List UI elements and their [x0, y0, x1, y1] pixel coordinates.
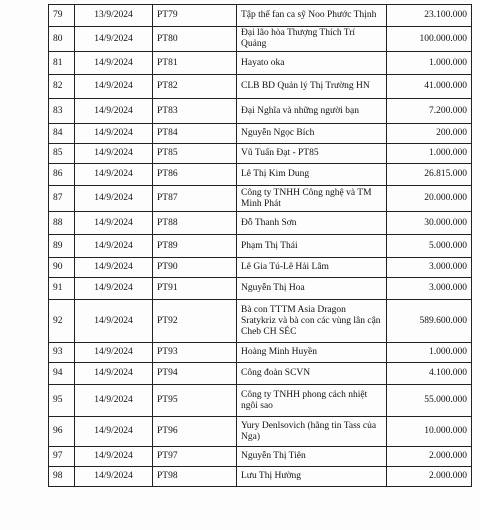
row-date: 14/9/2024 — [75, 27, 153, 52]
row-number: 94 — [49, 363, 75, 385]
row-amount: 1.000.000 — [387, 52, 472, 75]
table-row — [49, 385, 472, 417]
row-date: 14/9/2024 — [75, 52, 153, 75]
row-code: PT79 — [153, 5, 237, 27]
table-row — [49, 258, 472, 278]
row-code: PT95 — [153, 385, 237, 417]
row-name: Phạm Thị Thái — [237, 235, 387, 258]
row-code: PT84 — [153, 124, 237, 144]
table-row — [49, 164, 472, 186]
row-code: PT81 — [153, 52, 237, 75]
row-amount: 100.000.000 — [387, 27, 472, 52]
donation-table — [48, 4, 472, 487]
table-row — [49, 144, 472, 164]
row-name: Vũ Tuấn Đạt - PT85 — [237, 144, 387, 164]
row-amount: 20.000.000 — [387, 186, 472, 212]
row-number: 88 — [49, 212, 75, 235]
row-date: 14/9/2024 — [75, 144, 153, 164]
row-name: Nguyễn Thị Hoa — [237, 278, 387, 300]
table-row — [49, 278, 472, 300]
row-code: PT82 — [153, 75, 237, 99]
row-number: 84 — [49, 124, 75, 144]
row-name: Công đoàn SCVN — [237, 363, 387, 385]
table-row — [49, 124, 472, 144]
row-name: Lưu Thị Hường — [237, 467, 387, 487]
row-date: 14/9/2024 — [75, 124, 153, 144]
row-number: 90 — [49, 258, 75, 278]
row-name: Lê Thị Kim Dung — [237, 164, 387, 186]
row-code: PT96 — [153, 417, 237, 447]
row-name: Hayato oka — [237, 52, 387, 75]
row-number: 95 — [49, 385, 75, 417]
row-amount: 23.100.000 — [387, 5, 472, 27]
table-row — [49, 75, 472, 99]
row-number: 85 — [49, 144, 75, 164]
row-number: 91 — [49, 278, 75, 300]
table-row — [49, 52, 472, 75]
row-name: Nguyễn Thị Tiên — [237, 447, 387, 467]
row-date: 14/9/2024 — [75, 363, 153, 385]
table-row — [49, 186, 472, 212]
row-amount: 26.815.000 — [387, 164, 472, 186]
row-code: PT88 — [153, 212, 237, 235]
row-date: 14/9/2024 — [75, 258, 153, 278]
row-date: 14/9/2024 — [75, 186, 153, 212]
row-amount: 30.000.000 — [387, 212, 472, 235]
row-amount: 3.000.000 — [387, 258, 472, 278]
row-code: PT90 — [153, 258, 237, 278]
row-date: 14/9/2024 — [75, 235, 153, 258]
row-date: 14/9/2024 — [75, 467, 153, 487]
row-number: 80 — [49, 27, 75, 52]
row-name: Lê Gia Tú-Lê Hải Lâm — [237, 258, 387, 278]
row-code: PT87 — [153, 186, 237, 212]
row-name: Đỗ Thanh Sơn — [237, 212, 387, 235]
row-amount: 2.000.000 — [387, 467, 472, 487]
row-amount: 3.000.000 — [387, 278, 472, 300]
row-date: 14/9/2024 — [75, 417, 153, 447]
table-row — [49, 467, 472, 487]
row-number: 82 — [49, 75, 75, 99]
row-date: 14/9/2024 — [75, 99, 153, 124]
table-row — [49, 300, 472, 343]
row-date: 14/9/2024 — [75, 212, 153, 235]
row-amount: 2.000.000 — [387, 447, 472, 467]
row-name: Bà con TTTM Asia Dragon Sratykriz và bà con các vùng lân cận Cheb CH SÉC — [237, 300, 387, 343]
row-date: 14/9/2024 — [75, 75, 153, 99]
row-amount: 55.000.000 — [387, 385, 472, 417]
row-amount: 4.100.000 — [387, 363, 472, 385]
row-date: 14/9/2024 — [75, 164, 153, 186]
row-number: 79 — [49, 5, 75, 27]
table-row — [49, 363, 472, 385]
table-row — [49, 343, 472, 363]
row-name: Đại lão hòa Thượng Thích Trí Quảng — [237, 27, 387, 52]
row-code: PT83 — [153, 99, 237, 124]
row-name: Yury Denlsovich (hãng tin Tass của Nga) — [237, 417, 387, 447]
row-code: PT93 — [153, 343, 237, 363]
row-number: 98 — [49, 467, 75, 487]
row-name: Công ty TNHH Công nghệ và TM Minh Phát — [237, 186, 387, 212]
row-code: PT80 — [153, 27, 237, 52]
table-row — [49, 27, 472, 52]
table-row — [49, 447, 472, 467]
row-amount: 10.000.000 — [387, 417, 472, 447]
row-number: 81 — [49, 52, 75, 75]
row-code: PT97 — [153, 447, 237, 467]
row-number: 89 — [49, 235, 75, 258]
row-number: 87 — [49, 186, 75, 212]
row-code: PT94 — [153, 363, 237, 385]
row-date: 14/9/2024 — [75, 385, 153, 417]
row-name: CLB BD Quản lý Thị Trường HN — [237, 75, 387, 99]
row-code: PT91 — [153, 278, 237, 300]
row-amount: 7.200.000 — [387, 99, 472, 124]
row-amount: 1.000.000 — [387, 144, 472, 164]
row-number: 93 — [49, 343, 75, 363]
row-date: 14/9/2024 — [75, 343, 153, 363]
row-code: PT89 — [153, 235, 237, 258]
table-row — [49, 212, 472, 235]
row-number: 92 — [49, 300, 75, 343]
row-date: 13/9/2024 — [75, 5, 153, 27]
row-number: 86 — [49, 164, 75, 186]
row-code: PT92 — [153, 300, 237, 343]
row-code: PT98 — [153, 467, 237, 487]
row-amount: 5.000.000 — [387, 235, 472, 258]
row-number: 97 — [49, 447, 75, 467]
table-row — [49, 417, 472, 447]
row-name: Công ty TNHH phong cách nhiệt ngôi sao — [237, 385, 387, 417]
row-date: 14/9/2024 — [75, 300, 153, 343]
row-name: Hoàng Minh Huyền — [237, 343, 387, 363]
row-number: 96 — [49, 417, 75, 447]
row-name: Đại Nghĩa và những người bạn — [237, 99, 387, 124]
row-amount: 589.600.000 — [387, 300, 472, 343]
row-name: Nguyễn Ngọc Bích — [237, 124, 387, 144]
row-amount: 41.000.000 — [387, 75, 472, 99]
row-date: 14/9/2024 — [75, 447, 153, 467]
table-row — [49, 5, 472, 27]
row-amount: 1.000.000 — [387, 343, 472, 363]
table-row — [49, 235, 472, 258]
row-code: PT86 — [153, 164, 237, 186]
row-name: Tập thể fan ca sỹ Noo Phước Thịnh — [237, 5, 387, 27]
row-amount: 200.000 — [387, 124, 472, 144]
row-code: PT85 — [153, 144, 237, 164]
table-row — [49, 99, 472, 124]
row-number: 83 — [49, 99, 75, 124]
row-date: 14/9/2024 — [75, 278, 153, 300]
